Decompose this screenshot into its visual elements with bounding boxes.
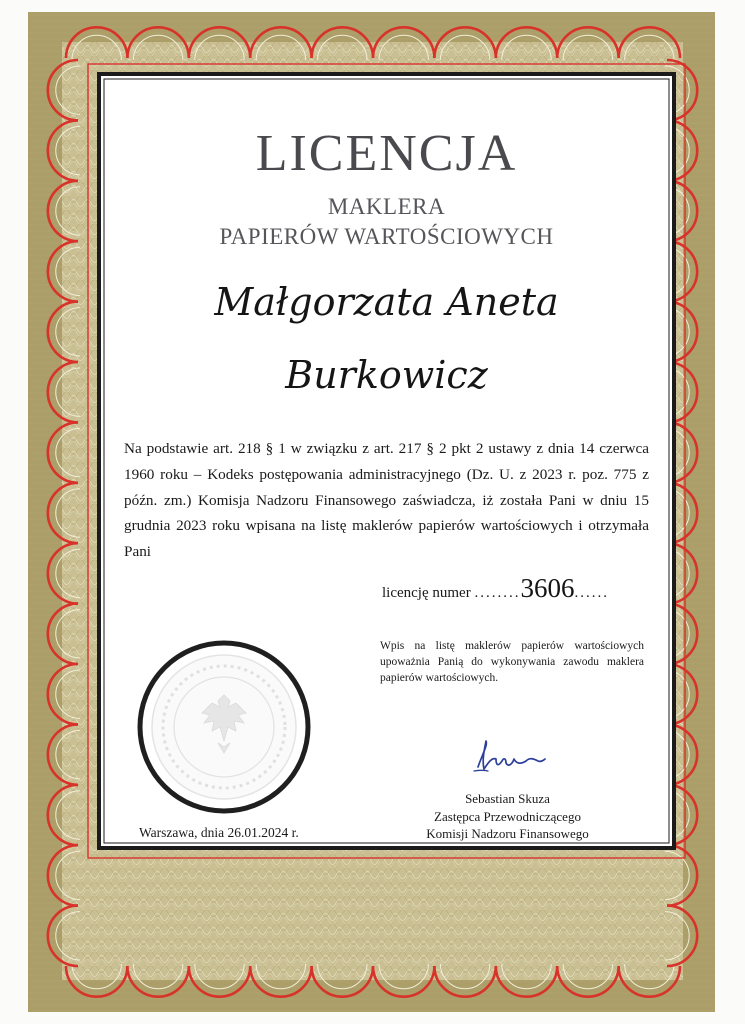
license-note: Wpis na listę maklerów papierów wartościowych upoważnia Panią do wykonywania zawodu maklera papierów wartościowych. bbox=[380, 640, 644, 684]
place-and-date: Warszawa, dnia 26.01.2024 r. bbox=[139, 825, 299, 840]
certification-body-text: Na podstawie art. 218 § 1 w związku z art. 217 § 2 pkt 2 ustawy z dnia 14 czerwca 1960 roku – Kodeks postępowania administracyjnego (Dz. U. z 2023 r. poz. 775 z późn. zm.) Komisja Nadzoru Finansowego zaświadcza, iż została Pani w dniu 15 grudnia 2023 roku wpisana na listę maklerów papierów wartościowych i otrzymała Pani bbox=[124, 440, 649, 561]
license-dots-after: ...... bbox=[574, 585, 609, 601]
signatory-block bbox=[415, 790, 600, 843]
embossed-eagle-seal-icon bbox=[136, 639, 312, 815]
license-dots-before: ........ bbox=[474, 585, 521, 601]
signatory-name: Sebastian Skuza bbox=[465, 791, 550, 806]
signatory-role: Zastępca Przewodniczącego bbox=[434, 808, 581, 824]
holder-surname: Burkowicz bbox=[285, 353, 488, 397]
handwritten-signature-icon bbox=[468, 737, 548, 784]
license-number-line bbox=[382, 573, 652, 604]
subtitle-line-2: PAPIERÓW WARTOŚCIOWYCH bbox=[219, 224, 554, 249]
license-number: 3606 bbox=[520, 573, 575, 603]
certificate-panel bbox=[105, 80, 668, 842]
holder-first-names: Małgorzata Aneta bbox=[214, 280, 559, 324]
license-label: licencję numer bbox=[382, 585, 471, 601]
subtitle-line-1: MAKLERA bbox=[327, 194, 446, 219]
certificate-title: LICENCJA bbox=[255, 125, 518, 182]
signatory-organization: Komisji Nadzoru Finansowego bbox=[426, 826, 589, 841]
